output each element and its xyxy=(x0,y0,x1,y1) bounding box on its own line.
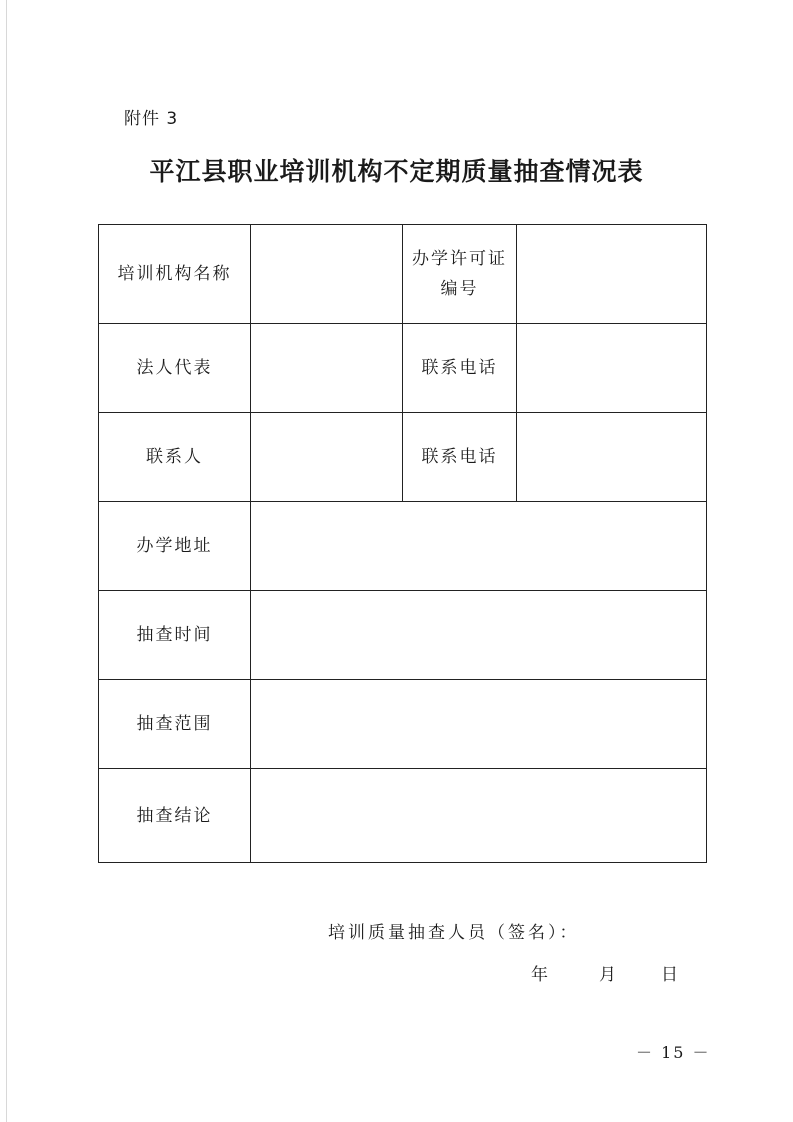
table-row xyxy=(99,413,707,502)
inspection-time-label: 抽查时间 xyxy=(99,591,251,680)
legal-rep-label: 法人代表 xyxy=(99,324,251,413)
inspection-scope-label: 抽查范围 xyxy=(99,680,251,769)
phone-label-1: 联系电话 xyxy=(403,324,517,413)
phone-field-1[interactable] xyxy=(517,324,707,413)
page-number: － 15 － xyxy=(636,1043,711,1062)
legal-rep-field[interactable] xyxy=(251,324,403,413)
inspection-conclusion-label: 抽查结论 xyxy=(99,769,251,863)
table-row xyxy=(99,680,707,769)
table-row xyxy=(99,225,707,324)
signature-label: 培训质量抽查人员（签名）： xyxy=(328,923,580,943)
table-row xyxy=(99,769,707,863)
address-label: 办学地址 xyxy=(99,502,251,591)
institution-name-label: 培训机构名称 xyxy=(99,225,251,324)
license-label-line1: 办学许可证 xyxy=(412,249,507,269)
month-label: 月 xyxy=(599,965,616,985)
license-number-field[interactable] xyxy=(517,225,707,324)
table-row xyxy=(99,502,707,591)
year-label: 年 xyxy=(531,965,548,985)
phone-label-2: 联系电话 xyxy=(403,413,517,502)
inspection-form-table xyxy=(98,224,707,863)
inspection-time-field[interactable] xyxy=(251,591,707,680)
contact-field[interactable] xyxy=(251,413,403,502)
license-label-line2: 编号 xyxy=(440,279,479,299)
license-number-label xyxy=(403,225,517,324)
attachment-label: 附件 3 xyxy=(124,109,179,129)
contact-label: 联系人 xyxy=(99,413,251,502)
inspection-scope-field[interactable] xyxy=(251,680,707,769)
inspection-conclusion-field[interactable] xyxy=(251,769,707,863)
table-row xyxy=(99,591,707,680)
day-label: 日 xyxy=(661,965,678,985)
address-field[interactable] xyxy=(251,502,707,591)
phone-field-2[interactable] xyxy=(517,413,707,502)
institution-name-field[interactable] xyxy=(251,225,403,324)
page-title: 平江县职业培训机构不定期质量抽查情况表 xyxy=(149,157,644,186)
table-row xyxy=(99,324,707,413)
